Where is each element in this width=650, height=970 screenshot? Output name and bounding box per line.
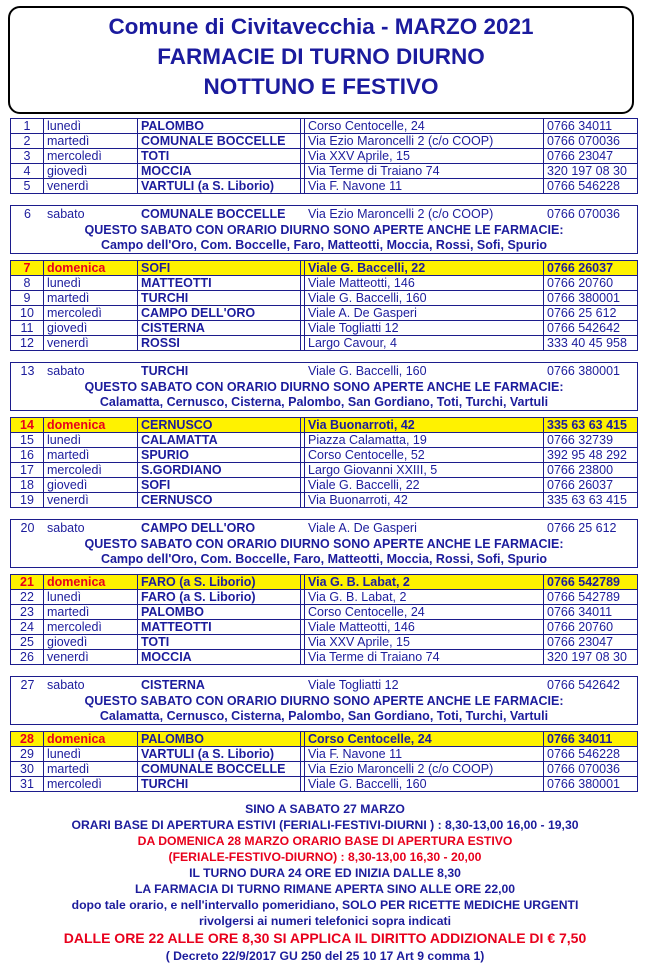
pharmacy-phone: 0766 546228 <box>547 747 620 761</box>
pharmacy-phone: 333 40 45 958 <box>547 336 627 350</box>
weekday: martedì <box>44 134 138 149</box>
day-number: 13 <box>20 364 35 378</box>
pharmacy-name: PALOMBO <box>138 605 301 620</box>
day-number: 11 <box>11 321 44 336</box>
pharmacy-phone: 0766 542789 <box>547 575 620 589</box>
table-row <box>11 149 637 164</box>
footer-line: DA DOMENICA 28 MARZO ORARIO BASE DI APERTURA ESTIVO <box>137 834 513 848</box>
pharmacy-phone: 0766 34011 <box>547 732 613 746</box>
weekday: venerdì <box>44 650 138 665</box>
weekday: mercoledì <box>44 149 138 164</box>
pharmacy-name: TOTI <box>138 149 301 164</box>
table-row <box>11 433 637 448</box>
pharmacy-address: Viale Togliatti 12 <box>308 678 399 692</box>
weekday: sabato <box>47 521 85 535</box>
open-pharmacies-list: Calamatta, Cernusco, Cisterna, Palombo, San Gordiano, Toti, Turchi, Vartuli <box>99 709 549 723</box>
day-number: 6 <box>24 207 31 221</box>
table-row <box>11 207 637 222</box>
table-row <box>11 321 637 336</box>
schedule-table <box>10 574 638 665</box>
table-row <box>11 493 637 508</box>
pharmacy-phone: 0766 26037 <box>547 261 614 275</box>
pharmacy-address: Via G. B. Labat, 2 <box>305 575 544 590</box>
pharmacy-phone: 320 197 08 30 <box>547 650 627 664</box>
pharmacy-name: VARTULI (a S. Liborio) <box>138 179 301 194</box>
pharmacy-name: COMUNALE BOCCELLE <box>141 207 286 221</box>
day-number: 12 <box>11 336 44 351</box>
weekday: giovedì <box>44 321 138 336</box>
weekday: venerdì <box>44 336 138 351</box>
table-row <box>11 635 637 650</box>
pharmacy-phone: 0766 380001 <box>547 777 620 791</box>
day-number: 21 <box>11 575 44 590</box>
footer-line: dopo tale orario, e nell'intervallo pomeridiano, SOLO PER RICETTE MEDICHE URGENTI <box>71 898 579 912</box>
pharmacy-address: Via Buonarroti, 42 <box>305 493 544 508</box>
footer-line: ( Decreto 22/9/2017 GU 250 del 25 10 17 Art 9 comma 1) <box>165 949 485 963</box>
pharmacy-phone: 0766 25 612 <box>547 521 617 535</box>
pharmacy-name: CAMPO DELL'ORO <box>138 306 301 321</box>
pharmacy-name: FARO (a S. Liborio) <box>138 590 301 605</box>
weekday: martedì <box>44 605 138 620</box>
pharmacy-phone: 0766 23047 <box>547 635 614 649</box>
pharmacy-phone: 0766 070036 <box>547 207 620 221</box>
pharmacy-name: COMUNALE BOCCELLE <box>138 134 301 149</box>
pharmacy-address: Corso Centocelle, 52 <box>305 448 544 463</box>
weekday: martedì <box>44 291 138 306</box>
weekday: lunedì <box>44 747 138 762</box>
pharmacy-phone: 0766 070036 <box>547 134 620 148</box>
header-subtitle: FARMACIE DI TURNO DIURNO <box>157 44 485 69</box>
pharmacy-phone: 0766 32739 <box>547 433 614 447</box>
footer-line: rivolgersi ai numeri telefonici sopra indicati <box>199 914 451 928</box>
table-row <box>11 463 637 478</box>
schedule-table <box>10 731 638 792</box>
pharmacy-address: Viale G. Baccelli, 160 <box>305 291 544 306</box>
day-number: 8 <box>11 276 44 291</box>
table-row <box>11 164 637 179</box>
weekday: lunedì <box>44 433 138 448</box>
pharmacy-phone: 0766 20760 <box>547 620 614 634</box>
pharmacy-name: MATTEOTTI <box>138 276 301 291</box>
footer-line: (FERIALE-FESTIVO-DIURNO) : 8,30-13,00 16,30 - 20,00 <box>168 850 482 864</box>
table-row <box>11 119 637 134</box>
pharmacy-phone: 335 63 63 415 <box>547 418 627 432</box>
pharmacy-name: SOFI <box>138 261 301 276</box>
day-number: 14 <box>11 418 44 433</box>
pharmacy-address: Viale Matteotti, 146 <box>305 620 544 635</box>
day-number: 10 <box>11 306 44 321</box>
pharmacy-name: MOCCIA <box>138 164 301 179</box>
pharmacy-phone: 392 95 48 292 <box>547 448 627 462</box>
table-row <box>11 478 637 493</box>
pharmacy-phone: 0766 26037 <box>547 478 614 492</box>
pharmacy-address: Viale Matteotti, 146 <box>305 276 544 291</box>
pharmacy-name: PALOMBO <box>138 119 301 134</box>
pharmacy-name: CAMPO DELL'ORO <box>141 521 256 535</box>
weekday: sabato <box>47 207 85 221</box>
pharmacy-name: VARTULI (a S. Liborio) <box>138 747 301 762</box>
pharmacy-name: TURCHI <box>138 777 301 792</box>
day-number: 27 <box>20 678 35 692</box>
table-row <box>11 575 637 590</box>
saturday-note: QUESTO SABATO CON ORARIO DIURNO SONO APERTE ANCHE LE FARMACIE: <box>84 694 564 708</box>
pharmacy-address: Via Ezio Maroncelli 2 (c/o COOP) <box>305 762 544 777</box>
pharmacy-phone: 0766 23047 <box>547 149 614 163</box>
day-number: 19 <box>11 493 44 508</box>
weekday: domenica <box>44 261 138 276</box>
pharmacy-phone: 0766 34011 <box>547 605 613 619</box>
weekday: giovedì <box>44 635 138 650</box>
weekday: giovedì <box>44 478 138 493</box>
weekday: venerdì <box>44 493 138 508</box>
day-number: 23 <box>11 605 44 620</box>
table-row <box>11 291 637 306</box>
pharmacy-phone: 320 197 08 30 <box>547 164 627 178</box>
day-number: 30 <box>11 762 44 777</box>
pharmacy-name: PALOMBO <box>138 732 301 747</box>
table-row <box>11 364 637 379</box>
table-row <box>11 590 637 605</box>
weekday: mercoledì <box>44 463 138 478</box>
weekday: mercoledì <box>44 620 138 635</box>
pharmacy-address: Piazza Calamatta, 19 <box>305 433 544 448</box>
pharmacy-name: TURCHI <box>138 291 301 306</box>
table-row <box>11 276 637 291</box>
weekday: sabato <box>47 364 85 378</box>
pharmacy-phone: 0766 542642 <box>547 321 620 335</box>
weekday: lunedì <box>44 119 138 134</box>
day-number: 7 <box>11 261 44 276</box>
pharmacy-address: Corso Centocelle, 24 <box>305 119 544 134</box>
pharmacy-phone: 0766 23800 <box>547 463 614 477</box>
footer-line: DALLE ORE 22 ALLE ORE 8,30 SI APPLICA IL DIRITTO ADDIZIONALE DI € 7,50 <box>63 930 587 946</box>
saturday-box <box>10 676 638 725</box>
saturday-box <box>10 519 638 568</box>
day-number: 3 <box>11 149 44 164</box>
day-number: 25 <box>11 635 44 650</box>
pharmacy-address: Via F. Navone 11 <box>305 179 544 194</box>
pharmacy-name: CERNUSCO <box>138 493 301 508</box>
day-number: 28 <box>11 732 44 747</box>
pharmacy-name: CERNUSCO <box>138 418 301 433</box>
saturday-note: QUESTO SABATO CON ORARIO DIURNO SONO APERTE ANCHE LE FARMACIE: <box>84 380 564 394</box>
table-row <box>11 747 637 762</box>
pharmacy-address: Via Ezio Maroncelli 2 (c/o COOP) <box>305 134 544 149</box>
pharmacy-address: Via Buonarroti, 42 <box>305 418 544 433</box>
schedule-table <box>10 417 638 508</box>
pharmacy-phone: 0766 20760 <box>547 276 614 290</box>
weekday: domenica <box>44 418 138 433</box>
pharmacy-phone: 0766 542789 <box>547 590 620 604</box>
open-pharmacies-list: Campo dell'Oro, Com. Boccelle, Faro, Matteotti, Moccia, Rossi, Sofi, Spurio <box>100 552 548 566</box>
table-row <box>11 620 637 635</box>
header-box <box>8 6 634 114</box>
weekday: sabato <box>47 678 85 692</box>
pharmacy-name: MOCCIA <box>138 650 301 665</box>
pharmacy-phone: 0766 380001 <box>547 291 620 305</box>
pharmacy-address: Via XXV Aprile, 15 <box>305 149 544 164</box>
weekday: lunedì <box>44 276 138 291</box>
schedule-table <box>10 118 638 194</box>
pharmacy-address: Viale G. Baccelli, 160 <box>305 777 544 792</box>
header-title: Comune di Civitavecchia - MARZO 2021 <box>108 14 534 39</box>
pharmacy-address: Via F. Navone 11 <box>305 747 544 762</box>
table-row <box>11 732 637 747</box>
schedule-table <box>10 260 638 351</box>
table-row <box>11 336 637 351</box>
day-number: 9 <box>11 291 44 306</box>
day-number: 22 <box>11 590 44 605</box>
pharmacy-address: Via Ezio Maroncelli 2 (c/o COOP) <box>308 207 494 221</box>
day-number: 5 <box>11 179 44 194</box>
weekday: mercoledì <box>44 306 138 321</box>
day-number: 24 <box>11 620 44 635</box>
pharmacy-phone: 0766 546228 <box>547 179 620 193</box>
table-row <box>11 605 637 620</box>
weekday: lunedì <box>44 590 138 605</box>
pharmacy-name: CALAMATTA <box>138 433 301 448</box>
pharmacy-name: SPURIO <box>138 448 301 463</box>
pharmacy-address: Viale A. De Gasperi <box>308 521 417 535</box>
table-row <box>11 777 637 792</box>
pharmacy-name: CISTERNA <box>138 321 301 336</box>
footer-line: ORARI BASE DI APERTURA ESTIVI (FERIALI-FESTIVI-DIURNI ) : 8,30-13,00 16,00 - 19,30 <box>71 818 579 832</box>
day-number: 17 <box>11 463 44 478</box>
table-row <box>11 678 637 693</box>
day-number: 16 <box>11 448 44 463</box>
weekday: domenica <box>44 575 138 590</box>
open-pharmacies-list: Calamatta, Cernusco, Cisterna, Palombo, San Gordiano, Toti, Turchi, Vartuli <box>99 395 549 409</box>
weekday: venerdì <box>44 179 138 194</box>
pharmacy-name: MATTEOTTI <box>138 620 301 635</box>
pharmacy-address: Via Terme di Traiano 74 <box>305 650 544 665</box>
pharmacy-phone: 0766 380001 <box>547 364 620 378</box>
pharmacy-address: Largo Cavour, 4 <box>305 336 544 351</box>
table-row <box>11 261 637 276</box>
pharmacy-address: Viale G. Baccelli, 22 <box>305 478 544 493</box>
pharmacy-address: Via Terme di Traiano 74 <box>305 164 544 179</box>
table-row <box>11 418 637 433</box>
table-row <box>11 650 637 665</box>
pharmacy-name: SOFI <box>138 478 301 493</box>
pharmacy-phone: 0766 34011 <box>547 119 613 133</box>
table-row <box>11 179 637 194</box>
footer-line: SINO A SABATO 27 MARZO <box>245 802 405 816</box>
day-number: 18 <box>11 478 44 493</box>
pharmacy-address: Corso Centocelle, 24 <box>305 732 544 747</box>
day-number: 15 <box>11 433 44 448</box>
header-subtitle-2: NOTTUNO E FESTIVO <box>203 74 439 99</box>
pharmacy-address: Largo Giovanni XXIII, 5 <box>305 463 544 478</box>
table-row <box>11 762 637 777</box>
day-number: 31 <box>11 777 44 792</box>
pharmacy-name: TURCHI <box>141 364 189 378</box>
footer-line: IL TURNO DURA 24 ORE ED INIZIA DALLE 8,30 <box>189 866 461 880</box>
pharmacy-address: Via G. B. Labat, 2 <box>305 590 544 605</box>
day-number: 26 <box>11 650 44 665</box>
pharmacy-name: FARO (a S. Liborio) <box>138 575 301 590</box>
pharmacy-address: Viale G. Baccelli, 160 <box>308 364 427 378</box>
day-number: 1 <box>11 119 44 134</box>
open-pharmacies-list: Campo dell'Oro, Com. Boccelle, Faro, Matteotti, Moccia, Rossi, Sofi, Spurio <box>100 238 548 252</box>
pharmacy-address: Corso Centocelle, 24 <box>305 605 544 620</box>
pharmacy-phone: 0766 070036 <box>547 762 620 776</box>
weekday: mercoledì <box>44 777 138 792</box>
pharmacy-phone: 0766 542642 <box>547 678 620 692</box>
pharmacy-address: Viale Togliatti 12 <box>305 321 544 336</box>
pharmacy-phone: 0766 25 612 <box>547 306 617 320</box>
table-row <box>11 448 637 463</box>
day-number: 20 <box>20 521 35 535</box>
weekday: giovedì <box>44 164 138 179</box>
saturday-box <box>10 205 638 254</box>
saturday-note: QUESTO SABATO CON ORARIO DIURNO SONO APERTE ANCHE LE FARMACIE: <box>84 537 564 551</box>
day-number: 4 <box>11 164 44 179</box>
pharmacy-name: ROSSI <box>138 336 301 351</box>
table-row <box>11 306 637 321</box>
pharmacy-name: TOTI <box>138 635 301 650</box>
weekday: martedì <box>44 448 138 463</box>
pharmacy-name: S.GORDIANO <box>138 463 301 478</box>
pharmacy-address: Viale A. De Gasperi <box>305 306 544 321</box>
pharmacy-address: Via XXV Aprile, 15 <box>305 635 544 650</box>
table-row <box>11 134 637 149</box>
table-row <box>11 521 637 536</box>
pharmacy-address: Viale G. Baccelli, 22 <box>305 261 544 276</box>
pharmacy-name: CISTERNA <box>141 678 205 692</box>
saturday-box <box>10 362 638 411</box>
day-number: 2 <box>11 134 44 149</box>
weekday: martedì <box>44 762 138 777</box>
day-number: 29 <box>11 747 44 762</box>
pharmacy-name: COMUNALE BOCCELLE <box>138 762 301 777</box>
footer-line: LA FARMACIA DI TURNO RIMANE APERTA SINO ALLE ORE 22,00 <box>134 882 516 896</box>
saturday-note: QUESTO SABATO CON ORARIO DIURNO SONO APERTE ANCHE LE FARMACIE: <box>84 223 564 237</box>
pharmacy-phone: 335 63 63 415 <box>547 493 627 507</box>
weekday: domenica <box>44 732 138 747</box>
